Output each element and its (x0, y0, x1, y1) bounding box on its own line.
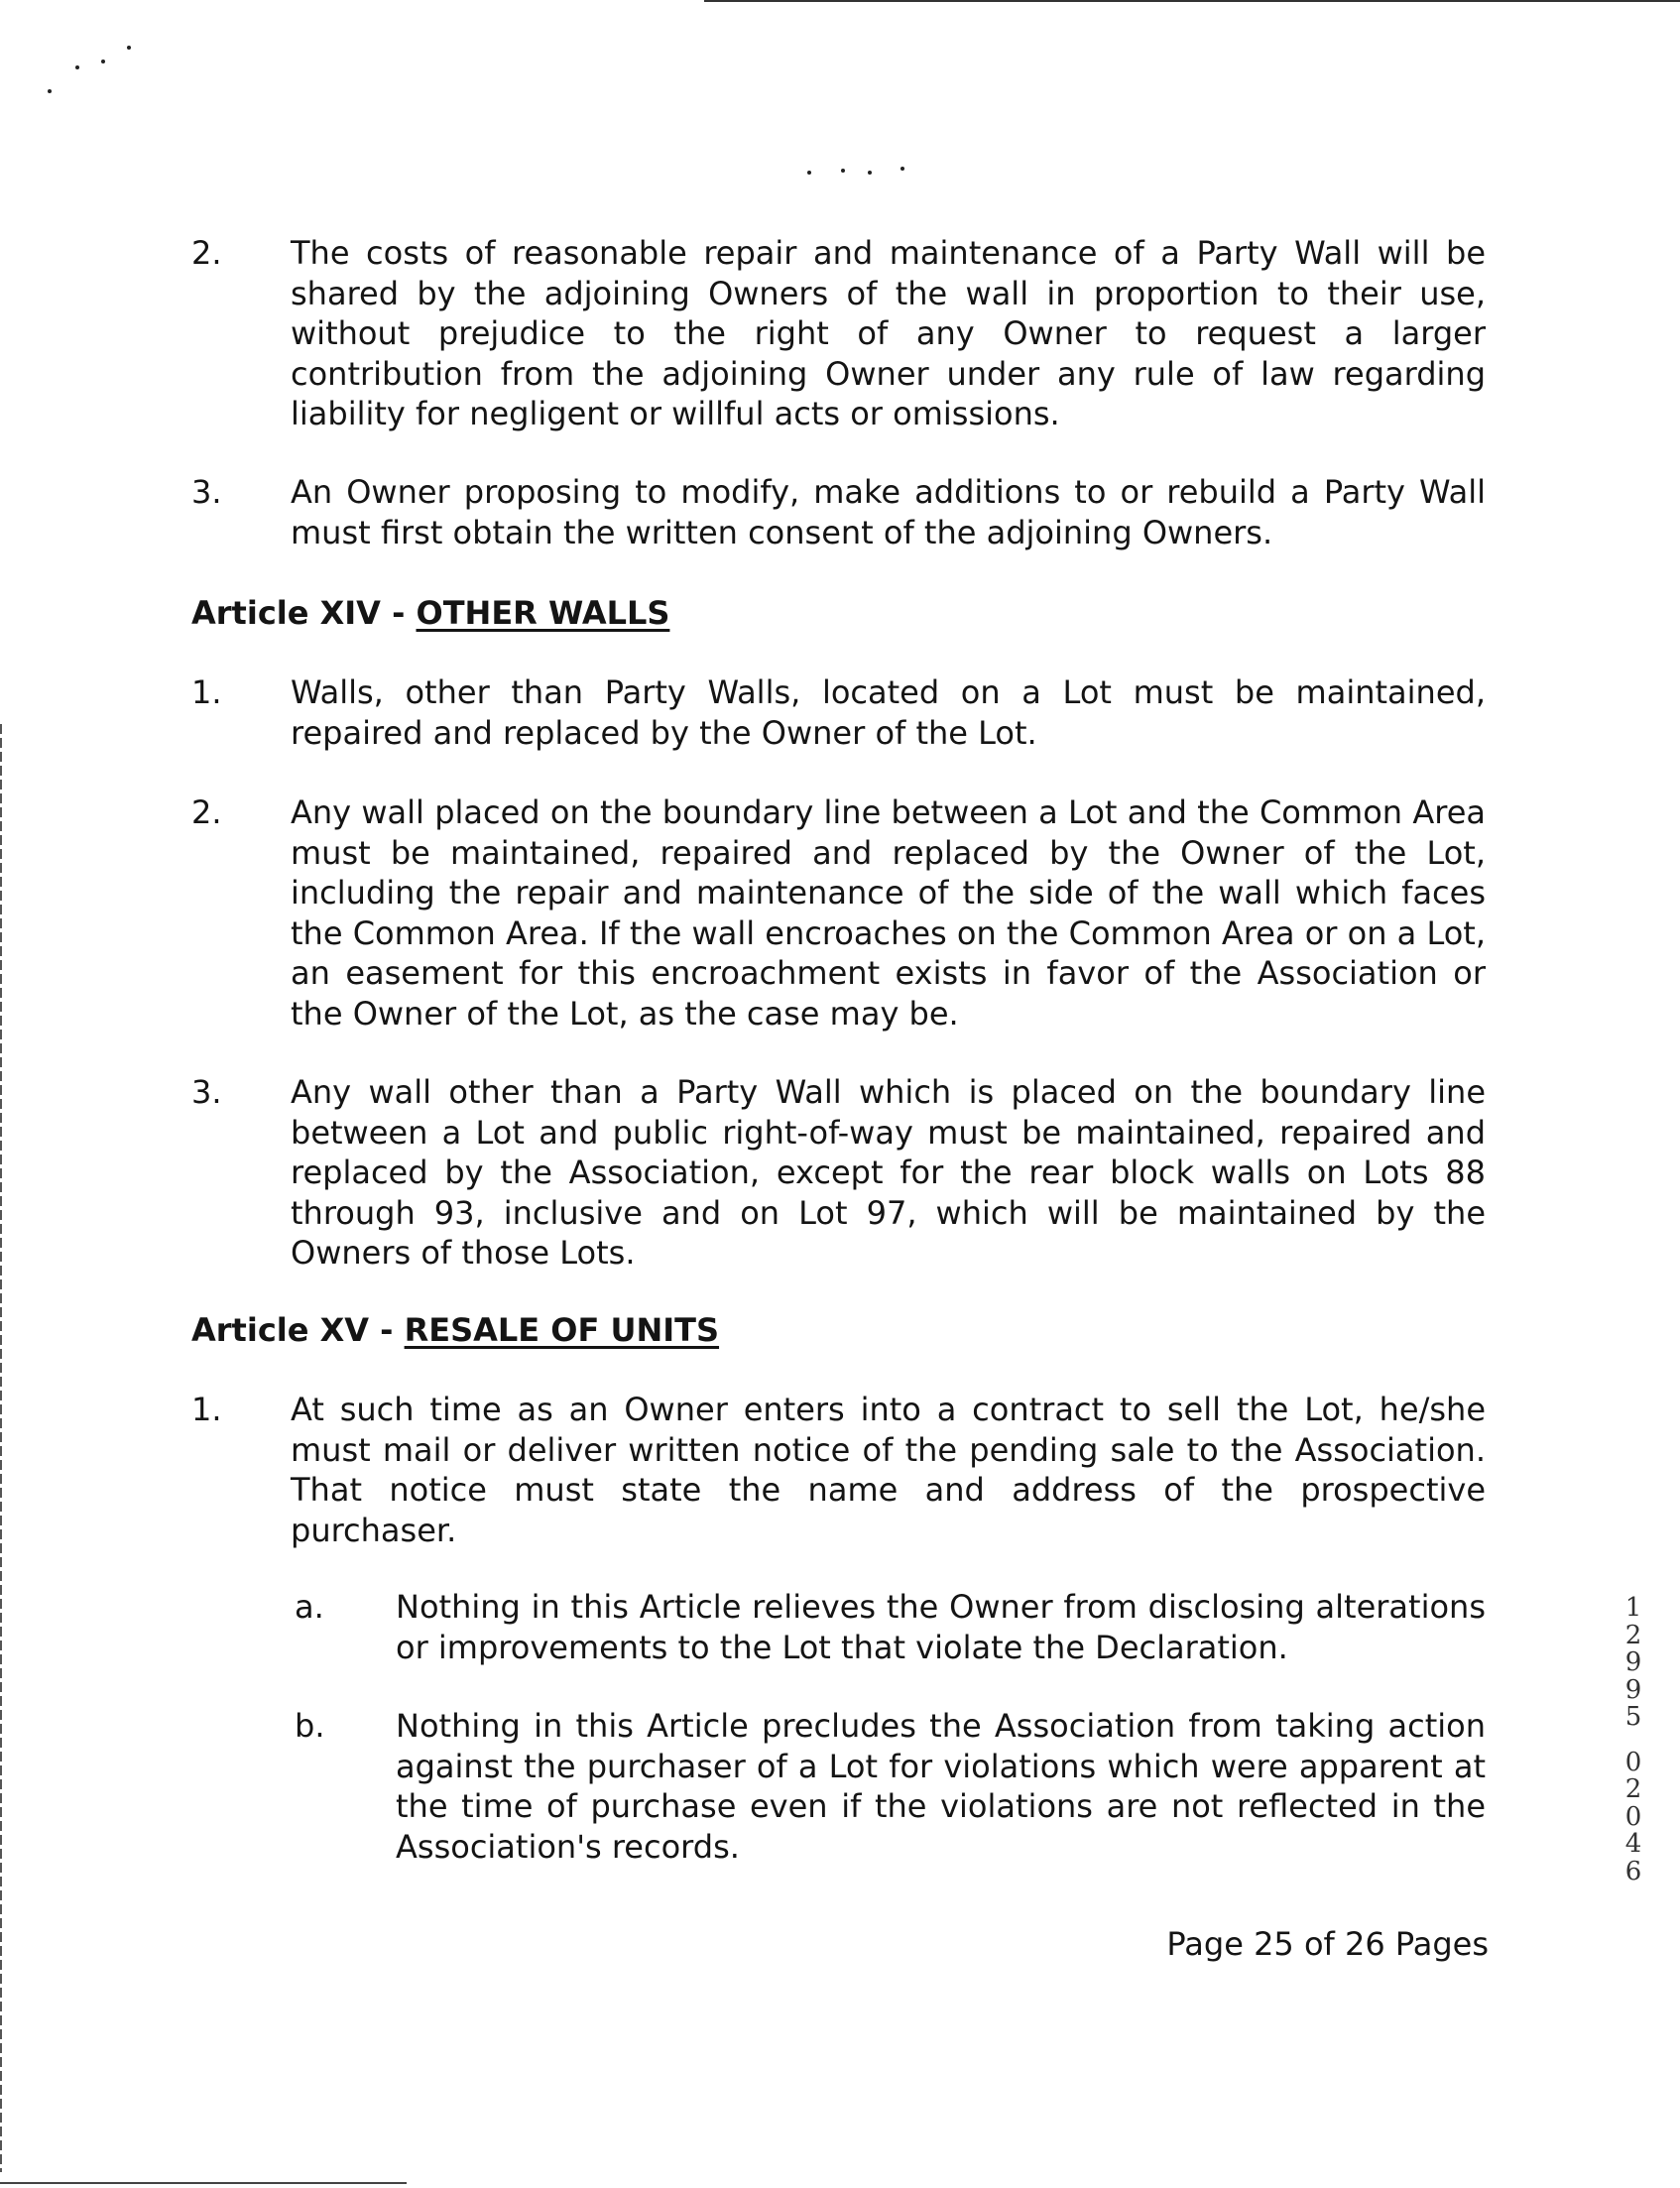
item-number: 2. (191, 793, 222, 831)
stamp-digit: 1 (1624, 1593, 1642, 1623)
item-number: 2. (191, 234, 222, 272)
page-number: Page 25 of 26 Pages (1166, 1925, 1489, 1963)
scan-artifact-left-edge (0, 724, 2, 2172)
article-title: OTHER WALLS (416, 594, 670, 632)
stamp-digit: 9 (1624, 1674, 1642, 1705)
scan-speck (807, 171, 811, 175)
item-letter: a. (295, 1588, 324, 1626)
stamp-digit: 9 (1624, 1647, 1642, 1677)
scan-artifact-bottom (0, 2182, 407, 2184)
stamp-digit: 5 (1624, 1702, 1642, 1732)
scan-artifact-top (704, 0, 1680, 2)
item-number: 1. (191, 673, 222, 711)
item-text: An Owner proposing to modify, make additions to or rebuild a Party Wall must first obtain the written consent of the adjoining Owners. (291, 473, 1486, 551)
item-text: Nothing in this Article relieves the Owner from disclosing alterations or improvements to the Lot that violate the Declaration. (396, 1588, 1486, 1666)
stamp-digit: 6 (1624, 1856, 1642, 1886)
article-title: RESALE OF UNITS (404, 1311, 720, 1349)
item-text: Any wall other than a Party Wall which is placed on the boundary line between a Lot and public right-of-way must be maintained, repaired and replaced by the Association, except for the rear block walls on Lots 88 through 93, inclusive and on Lot 97, which will be maintained by the Owners of those Lots. (291, 1073, 1486, 1272)
item-text: At such time as an Owner enters into a contract to sell the Lot, he/she must mail or deliver written notice of the pending sale to the Association. That notice must state the name and address of the prospective purchaser. (291, 1391, 1486, 1549)
recording-stamp (1619, 1595, 1648, 1885)
stamp-gap (1619, 1732, 1648, 1750)
item-text: The costs of reasonable repair and maintenance of a Party Wall will be shared by the adjoining Owners of the wall in proportion to their use, without prejudice to the right of any Owner to request a larger contribution from the adjoining Owner under any rule of law regarding liability for negligent or willful acts or omissions. (291, 234, 1486, 432)
item-number: 3. (191, 1073, 222, 1111)
item-text: Any wall placed on the boundary line between a Lot and the Common Area must be maintained, repaired and replaced by the Owner of the Lot, including the repair and maintenance of the side of the wall which faces the Common Area. If the wall encroaches on the Common Area or on a Lot, an easement for this encroachment exists in favor of the Association or the Owner of the Lot, as the case may be. (291, 793, 1486, 1033)
scan-speck (900, 167, 904, 171)
scan-speck (75, 65, 79, 69)
stamp-digit: 2 (1624, 1774, 1642, 1804)
item-text: Nothing in this Article precludes the Association from taking action against the purchaser of a Lot for violations which were apparent at the time of purchase even if the violations are not reflected in the Association's records. (396, 1707, 1486, 1866)
article-heading (191, 593, 669, 633)
scan-speck (48, 89, 52, 93)
article-label: Article XIV - (191, 594, 417, 632)
article-heading (191, 1310, 719, 1350)
scan-speck (101, 60, 105, 63)
item-number: 1. (191, 1391, 222, 1428)
item-letter: b. (295, 1707, 325, 1745)
scan-speck (868, 171, 872, 175)
stamp-digit: 2 (1624, 1620, 1642, 1650)
stamp-digit: 0 (1624, 1801, 1642, 1832)
scan-speck (841, 169, 845, 173)
article-label: Article XV - (191, 1311, 405, 1349)
stamp-digit: 4 (1624, 1829, 1642, 1859)
stamp-digit: 0 (1624, 1747, 1642, 1777)
item-text: Walls, other than Party Walls, located on a Lot must be maintained, repaired and replaced by the Owner of the Lot. (291, 673, 1486, 752)
scan-speck (127, 46, 131, 50)
item-number: 3. (191, 473, 222, 511)
